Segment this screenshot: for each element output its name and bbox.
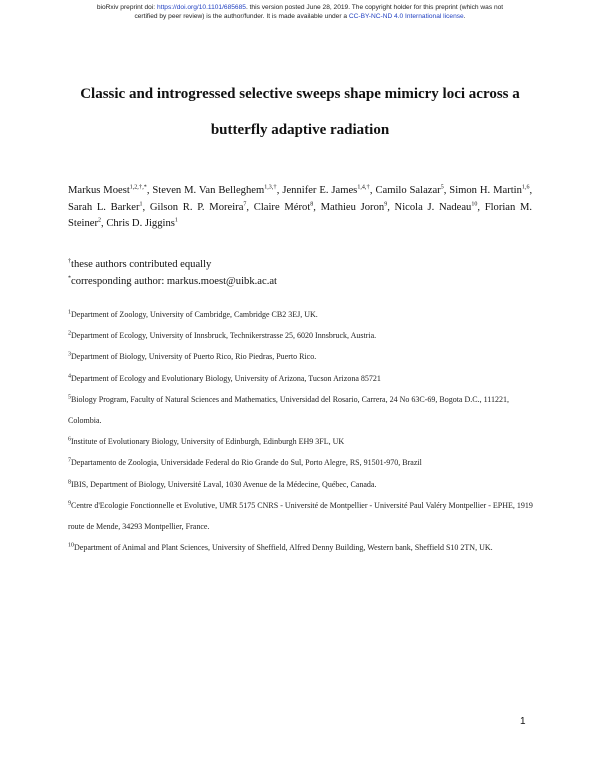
affiliation <box>68 537 538 558</box>
author-separator: , <box>529 185 533 196</box>
affiliation <box>68 431 538 452</box>
author-separator: , <box>369 185 376 196</box>
affiliation-text: Centre d'Ecologie Fonctionnelle et Evolutive, UMR 5175 CNRS - Université de Montpellier - Université Paul Valéry Montpellier - EPHE, 1919 route de Mende, 34293 Montpellier, France. <box>68 500 533 532</box>
affiliation-text: Department of Biology, University of Puerto Rico, Rio Piedras, Puerto Rico. <box>71 352 317 362</box>
equal-contribution-note <box>68 256 532 273</box>
author-separator: , <box>101 218 107 229</box>
author-affiliation-marker: 1 <box>174 217 178 224</box>
author-affiliation-marker: 1,4,† <box>357 184 370 191</box>
author-notes <box>68 256 532 290</box>
author <box>449 185 532 196</box>
affiliation <box>68 368 538 389</box>
paper-title-line-1: Classic and introgressed selective sweeps shape mimicry loci across a <box>80 86 520 102</box>
affiliation-number: 1 <box>68 309 71 316</box>
affiliation <box>68 346 538 367</box>
author-affiliation-marker: 8 <box>310 200 314 207</box>
corresponding-author-text: corresponding author: markus.moest@uibk.ac.at <box>71 276 277 287</box>
author-name: Markus Moest <box>68 185 130 196</box>
affiliation-text: Department of Zoology, University of Cambridge, Cambridge CB2 3EJ, UK. <box>71 310 318 319</box>
affiliation-text: Department of Ecology, University of Innsbruck, Technikerstrasse 25, 6020 Innsbruck, Austria. <box>71 331 377 341</box>
dagger-symbol: † <box>68 258 71 265</box>
affiliation-text: Departamento de Zoologia, Universidade Federal do Rio Grande do Sul, Porto Alegre, RS, 91501-970, Brazil <box>71 458 422 468</box>
author-affiliation-marker: 1,6 <box>521 184 530 191</box>
affiliation <box>68 389 538 431</box>
author-name: Simon H. Martin <box>449 185 522 196</box>
author <box>375 185 449 196</box>
author <box>152 185 282 196</box>
author-affiliation-marker: 1,2,†,* <box>129 184 147 191</box>
preprint-header <box>0 4 600 21</box>
affiliation-number: 2 <box>68 330 71 337</box>
header-end: . <box>463 12 466 20</box>
affiliation-text: Biology Program, Faculty of Natural Sciences and Mathematics, Universidad del Rosario, Carrera, 24 No 63C-69, Bogota D.C., 111221, Colombia. <box>68 394 509 426</box>
author <box>254 202 321 213</box>
asterisk-symbol: * <box>68 275 71 282</box>
author-affiliation-marker: 1,3,† <box>264 184 277 191</box>
affiliation-number: 6 <box>68 436 71 443</box>
author <box>68 185 152 196</box>
affiliation <box>68 325 538 346</box>
license-link[interactable]: CC-BY-NC-ND 4.0 International license <box>348 12 464 20</box>
affiliation-number: 5 <box>68 394 71 401</box>
affiliation-text: Institute of Evolutionary Biology, University of Edinburgh, Edinburgh EH9 3FL, UK <box>71 437 345 447</box>
author-separator: , <box>146 185 153 196</box>
author-name: Sarah L. Barker <box>68 201 140 213</box>
author-list <box>68 183 532 233</box>
author-affiliation-marker: 7 <box>243 200 247 207</box>
header-prefix: bioRxiv preprint doi: <box>96 4 157 11</box>
affiliation-number: 7 <box>68 457 71 464</box>
author-affiliation-marker: 9 <box>384 200 388 207</box>
affiliation-number: 10 <box>68 542 74 549</box>
paper-title-line-2: butterfly adaptive radiation <box>210 122 390 138</box>
header-line-1 <box>0 4 600 13</box>
affiliation-number: 9 <box>68 500 71 507</box>
author-affiliation-marker: 10 <box>471 200 478 207</box>
author-name: Jennifer E. James <box>282 185 358 196</box>
affiliation <box>68 495 538 537</box>
author-name: Claire Mérot <box>253 201 311 213</box>
affiliation <box>68 304 538 325</box>
author-affiliation-marker: 1 <box>139 200 143 207</box>
author <box>106 218 178 229</box>
author-separator: , <box>477 201 485 213</box>
affiliation <box>68 452 538 473</box>
doi-link[interactable]: https://doi.org/10.1101/685685 <box>156 4 246 11</box>
author-name: Steven M. Van Belleghem <box>152 185 265 196</box>
author-affiliation-marker: 5 <box>440 184 444 191</box>
author-name: Mathieu Joron <box>320 201 385 213</box>
author <box>150 202 254 213</box>
author-name: Florian M. Steiner <box>68 201 533 229</box>
author-separator: , <box>246 201 254 213</box>
equal-contribution-text: these authors contributed equally <box>71 259 212 270</box>
header-certified-text: certified by peer review) is the author/funder. It is made available under a <box>134 12 349 20</box>
affiliation-list <box>68 304 538 558</box>
author <box>395 202 485 213</box>
page-number: 1 <box>520 716 526 727</box>
author-separator: , <box>443 185 450 196</box>
author <box>321 202 395 213</box>
affiliation-number: 4 <box>68 372 71 379</box>
author-affiliation-marker: 2 <box>98 217 102 224</box>
author-separator: , <box>142 201 150 213</box>
affiliation-text: IBIS, Department of Biology, Université Laval, 1030 Avenue de la Médecine, Québec, Canada. <box>71 479 377 489</box>
author-separator: , <box>276 185 283 196</box>
author-separator: , <box>387 201 395 213</box>
affiliation-text: Department of Animal and Plant Sciences, University of Sheffield, Alfred Denny Building, Western bank, Sheffield S10 2TN, UK. <box>74 543 493 553</box>
header-posted-text: . this version posted June 28, 2019. The copyright holder for this preprint (which was not <box>245 4 504 11</box>
author-separator: , <box>313 201 321 213</box>
affiliation-text: Department of Ecology and Evolutionary Biology, University of Arizona, Tucson Arizona 85721 <box>71 373 381 383</box>
author <box>282 185 375 196</box>
corresponding-author-note <box>68 273 532 290</box>
header-line-2 <box>0 13 600 22</box>
affiliation <box>68 474 538 495</box>
affiliation-number: 8 <box>68 478 71 485</box>
author <box>68 202 150 213</box>
author-name: Chris D. Jiggins <box>106 218 175 229</box>
author-name: Camilo Salazar <box>375 185 441 196</box>
author-name: Gilson R. P. Moreira <box>149 201 244 213</box>
author-name: Nicola J. Nadeau <box>394 201 472 213</box>
affiliation-number: 3 <box>68 351 71 358</box>
